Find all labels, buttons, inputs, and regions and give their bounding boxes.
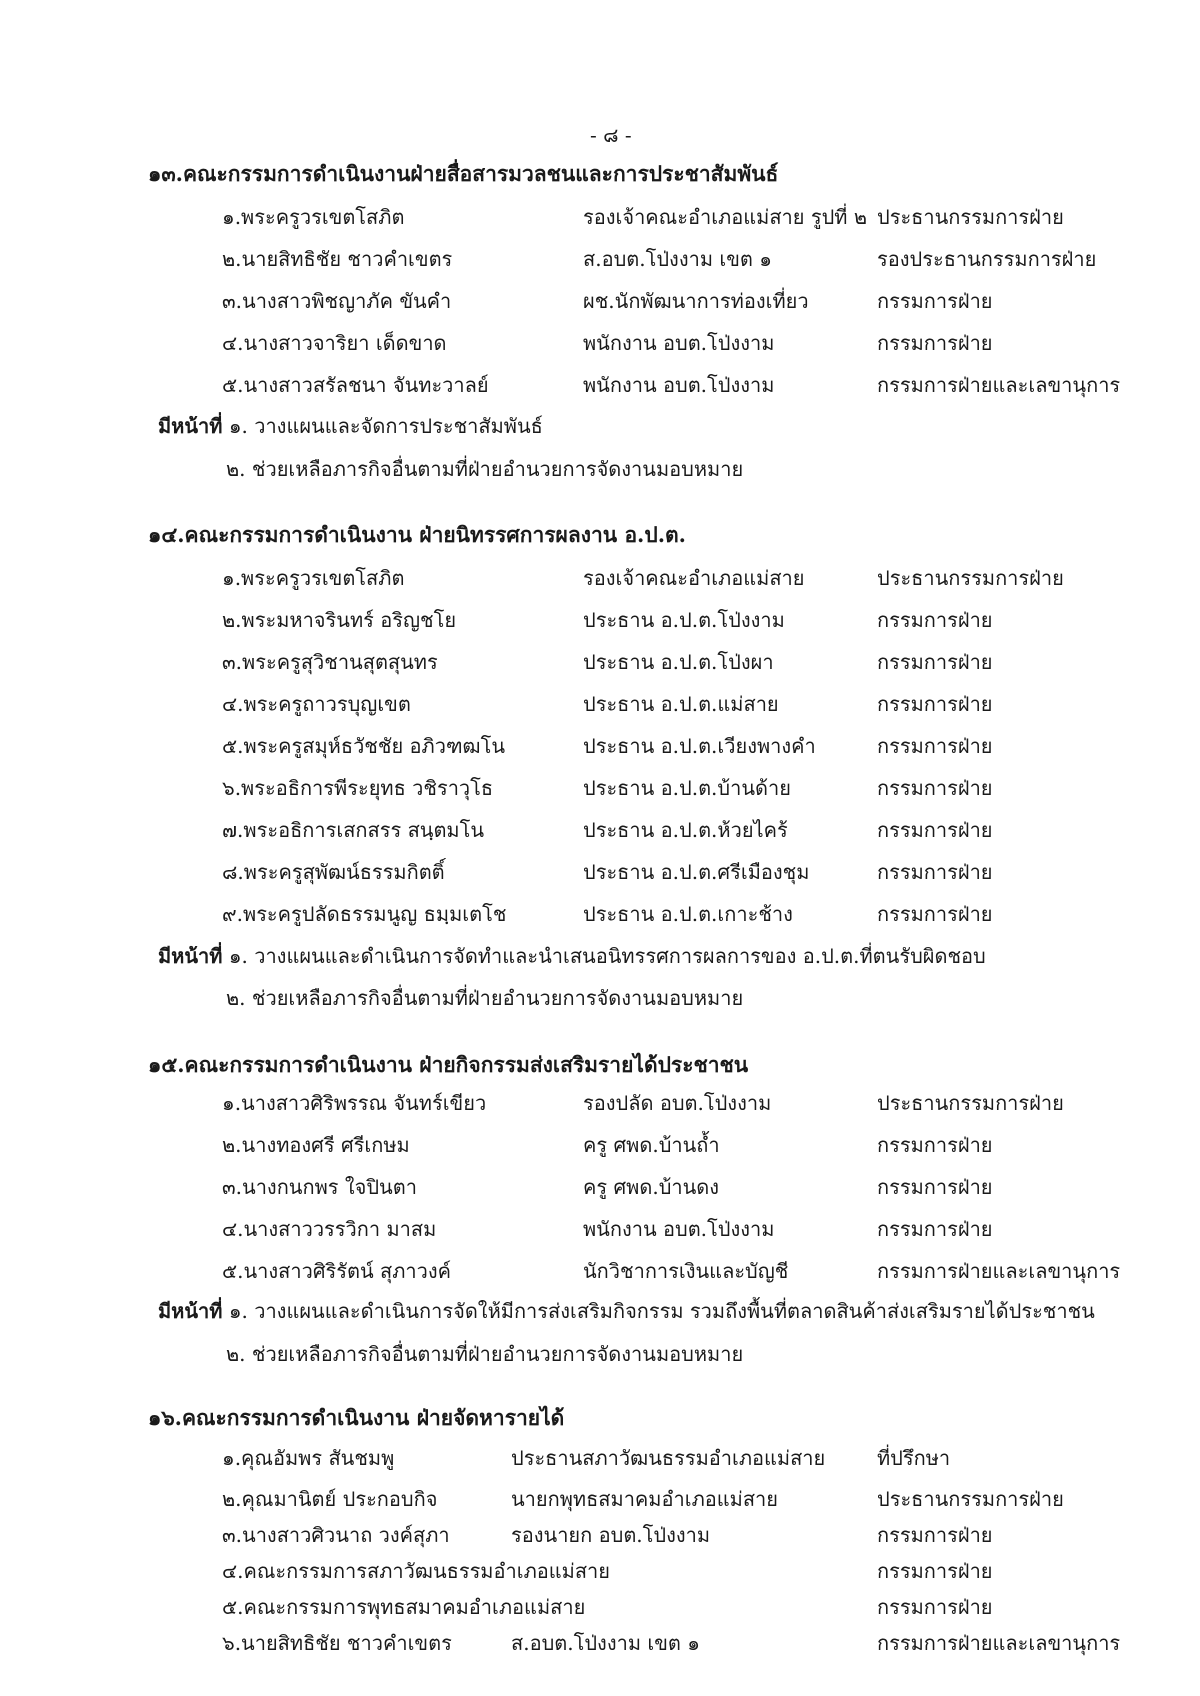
member-name: ๕.พระครูสมุห์ธวัชชัย อภิวฑฒโน xyxy=(222,734,506,758)
member-position: ประธาน อ.ป.ต.โป่งงาม xyxy=(583,608,785,632)
member-role: ที่ปรึกษา xyxy=(877,1446,951,1470)
member-name: ๒.นายสิทธิชัย ชาวคำเขตร xyxy=(222,247,453,271)
member-position: รองเจ้าคณะอำเภอแม่สาย รูปที่ ๒ xyxy=(583,205,868,229)
member-role: กรรมการฝ่าย xyxy=(877,1217,993,1241)
duty-text: ๑. วางแผนและจัดการประชาสัมพันธ์ xyxy=(228,414,543,438)
member-role: กรรมการฝ่าย xyxy=(877,608,993,632)
duty-line xyxy=(158,1298,1095,1324)
member-role: ประธานกรรมการฝ่าย xyxy=(877,1091,1064,1115)
member-role: กรรมการฝ่าย xyxy=(877,1175,993,1199)
member-position: ประธาน อ.ป.ต.เวียงพางคำ xyxy=(583,734,816,758)
member-position: พนักงาน อบต.โป่งงาม xyxy=(583,373,775,397)
member-position: ครู ศพด.บ้านถ้ำ xyxy=(583,1133,720,1157)
member-role: ประธานกรรมการฝ่าย xyxy=(877,1487,1064,1511)
member-role: กรรมการฝ่ายและเลขานุการ xyxy=(877,373,1121,397)
member-role: กรรมการฝ่าย xyxy=(877,289,993,313)
member-name: ๓.นางสาวศิวนาถ วงค์สุภา xyxy=(222,1523,450,1547)
member-role: กรรมการฝ่าย xyxy=(877,331,993,355)
member-name: ๔.พระครูถาวรบุญเขต xyxy=(222,692,411,716)
member-name: ๖.พระอธิการพีระยุทธ วชิราวุโธ xyxy=(222,776,494,800)
member-role: กรรมการฝ่าย xyxy=(877,1559,993,1583)
member-position: ผช.นักพัฒนาการท่องเที่ยว xyxy=(583,289,809,313)
member-role: กรรมการฝ่าย xyxy=(877,1523,993,1547)
member-name: ๙.พระครูปลัดธรรมนูญ ธมฺมเตโช xyxy=(222,902,507,926)
member-position: นายกพุทธสมาคมอำเภอแม่สาย xyxy=(511,1487,778,1511)
member-position: พนักงาน อบต.โป่งงาม xyxy=(583,1217,775,1241)
section-heading: ๑๓.คณะกรรมการดำเนินงานฝ่ายสื่อสารมวลชนและการประชาสัมพันธ์ xyxy=(148,161,779,186)
duty-text: ๑. วางแผนและดำเนินการจัดทำและนำเสนอนิทรรศการผลการของ อ.ป.ต.ที่ตนรับผิดชอบ xyxy=(228,944,986,968)
member-position: ส.อบต.โป่งงาม เขต ๑ xyxy=(583,247,772,271)
member-role: กรรมการฝ่าย xyxy=(877,860,993,884)
member-name: ๕.นางสาวศิริรัตน์ สุภาวงค์ xyxy=(222,1259,452,1283)
member-name: ๕.นางสาวสรัลชนา จันทะวาลย์ xyxy=(222,373,489,397)
member-role: กรรมการฝ่าย xyxy=(877,692,993,716)
member-position: ประธาน อ.ป.ต.บ้านด้าย xyxy=(583,776,791,800)
member-position: รองนายก อบต.โป่งงาม xyxy=(511,1523,711,1547)
member-position: นักวิชาการเงินและบัญชี xyxy=(583,1259,789,1283)
member-position: ส.อบต.โป่งงาม เขต ๑ xyxy=(511,1631,700,1655)
member-name: ๔.นางสาวจาริยา เด็ดขาด xyxy=(222,331,447,355)
member-name: ๒.นางทองศรี ศรีเกษม xyxy=(222,1133,410,1157)
member-role: กรรมการฝ่าย xyxy=(877,902,993,926)
member-position: ประธาน อ.ป.ต.แม่สาย xyxy=(583,692,779,716)
section-heading: ๑๕.คณะกรรมการดำเนินงาน ฝ่ายกิจกรรมส่งเสริมรายได้ประชาชน xyxy=(148,1052,749,1077)
member-role: รองประธานกรรมการฝ่าย xyxy=(877,247,1097,271)
member-role: กรรมการฝ่าย xyxy=(877,1133,993,1157)
member-name: ๑.คุณอัมพร สันชมพู xyxy=(222,1446,395,1470)
section-heading: ๑๔.คณะกรรมการดำเนินงาน ฝ่ายนิทรรศการผลงาน อ.ป.ต. xyxy=(148,522,686,547)
duty-line xyxy=(158,943,986,969)
member-position: พนักงาน อบต.โป่งงาม xyxy=(583,331,775,355)
member-position: ประธาน อ.ป.ต.โป่งผา xyxy=(583,650,774,674)
member-name: ๔.คณะกรรมการสภาวัฒนธรรมอำเภอแม่สาย xyxy=(222,1559,610,1583)
member-name: ๑.พระครูวรเขตโสภิต xyxy=(222,205,405,229)
member-name: ๒.พระมหาจรินทร์ อริญชโย xyxy=(222,608,457,632)
member-position: ประธานสภาวัฒนธรรมอำเภอแม่สาย xyxy=(511,1446,826,1470)
member-role: กรรมการฝ่ายและเลขานุการ xyxy=(877,1631,1121,1655)
member-position: ประธาน อ.ป.ต.ศรีเมืองชุม xyxy=(583,860,810,884)
member-name: ๗.พระอธิการเสกสรร สนฺตมโน xyxy=(222,818,485,842)
member-role: กรรมการฝ่าย xyxy=(877,776,993,800)
member-name: ๓.พระครูสุวิชานสุตสุนทร xyxy=(222,650,438,674)
duty-label: มีหน้าที่ xyxy=(158,414,223,438)
member-role: ประธานกรรมการฝ่าย xyxy=(877,566,1064,590)
member-name: ๔.นางสาววรรวิกา มาสม xyxy=(222,1217,437,1241)
member-role: กรรมการฝ่าย xyxy=(877,650,993,674)
member-role: ประธานกรรมการฝ่าย xyxy=(877,205,1064,229)
member-role: กรรมการฝ่าย xyxy=(877,818,993,842)
duty-text: ๒. ช่วยเหลือภารกิจอื่นตามที่ฝ่ายอำนวยการจัดงานมอบหมาย xyxy=(226,1342,744,1366)
member-name: ๑.นางสาวศิริพรรณ จันทร์เขียว xyxy=(222,1091,487,1115)
section-heading: ๑๖.คณะกรรมการดำเนินงาน ฝ่ายจัดหารายได้ xyxy=(148,1405,565,1430)
page-number: - ๘ - xyxy=(590,123,632,147)
member-position: รองปลัด อบต.โป่งงาม xyxy=(583,1091,772,1115)
member-name: ๓.นางสาวพิชญาภัค ขันคำ xyxy=(222,289,452,313)
member-role: กรรมการฝ่ายและเลขานุการ xyxy=(877,1259,1121,1283)
member-role: กรรมการฝ่าย xyxy=(877,734,993,758)
duty-text: ๒. ช่วยเหลือภารกิจอื่นตามที่ฝ่ายอำนวยการจัดงานมอบหมาย xyxy=(226,457,744,481)
member-name: ๓.นางกนกพร ใจปินตา xyxy=(222,1175,417,1199)
member-name: ๑.พระครูวรเขตโสภิต xyxy=(222,566,405,590)
member-position: ครู ศพด.บ้านดง xyxy=(583,1175,720,1199)
duty-text: ๑. วางแผนและดำเนินการจัดให้มีการส่งเสริมกิจกรรม รวมถึงพื้นที่ตลาดสินค้าส่งเสริมรายได้ประชาชน xyxy=(228,1299,1095,1323)
member-position: ประธาน อ.ป.ต.ห้วยไคร้ xyxy=(583,818,788,842)
duty-label: มีหน้าที่ xyxy=(158,944,223,968)
duty-text: ๒. ช่วยเหลือภารกิจอื่นตามที่ฝ่ายอำนวยการจัดงานมอบหมาย xyxy=(226,986,744,1010)
member-name: ๕.คณะกรรมการพุทธสมาคมอำเภอแม่สาย xyxy=(222,1595,586,1619)
member-name: ๒.คุณมานิตย์ ประกอบกิจ xyxy=(222,1487,438,1511)
member-name: ๘.พระครูสุพัฒน์ธรรมกิตติ์ xyxy=(222,860,445,884)
member-role: กรรมการฝ่าย xyxy=(877,1595,993,1619)
member-position: รองเจ้าคณะอำเภอแม่สาย xyxy=(583,566,805,590)
duty-label: มีหน้าที่ xyxy=(158,1299,223,1323)
member-position: ประธาน อ.ป.ต.เกาะช้าง xyxy=(583,902,793,926)
duty-line xyxy=(158,413,543,439)
member-name: ๖.นายสิทธิชัย ชาวคำเขตร xyxy=(222,1631,452,1655)
